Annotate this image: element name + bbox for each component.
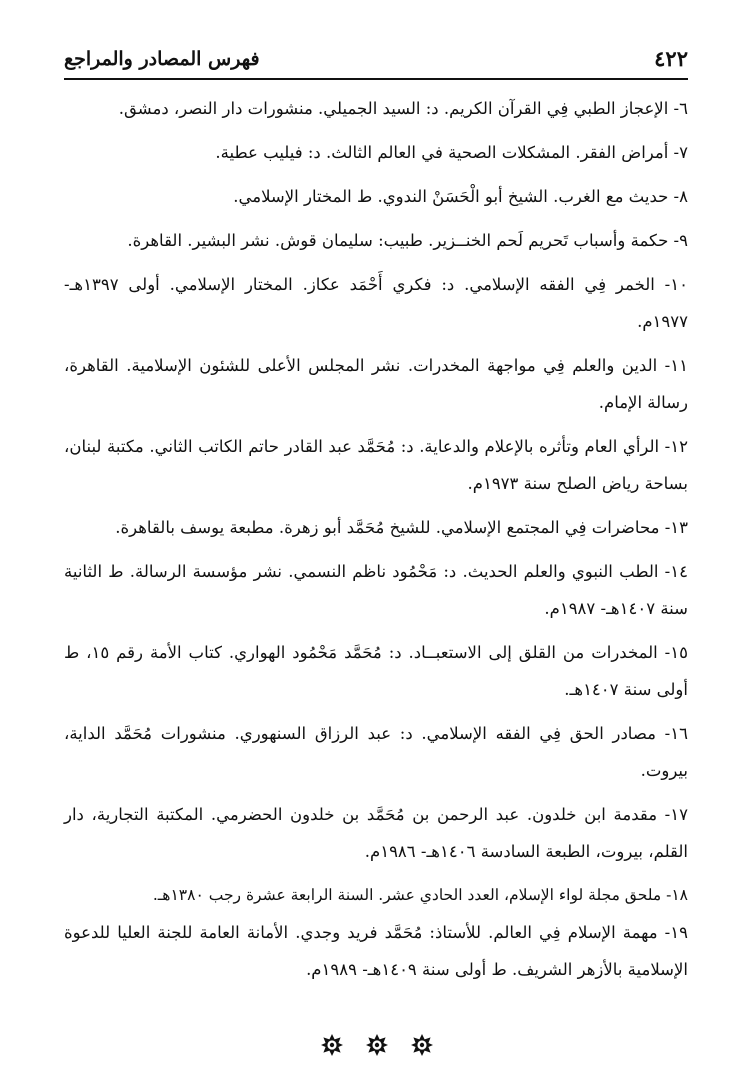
eight-point-star-ornament-icon <box>411 1034 433 1056</box>
reference-entry-11: ١١- الدين والعلم فِي مواجهة المخدرات. نشر المجلس الأعلى للشئون الإسلامية. القاهرة، رسالة الإمام. <box>64 356 688 412</box>
references-list <box>64 90 688 995</box>
reference-entry-12: ١٢- الرأي العام وتأثره بالإعلام والدعاية. د: مُحَمَّد عبد القادر حاتم الكاتب الثاني. مكتبة لبنان، بساحة رياض الصلح سنة ١٩٧٣م. <box>64 437 688 493</box>
reference-entry-6: ٦- الإعجاز الطبي فِي القرآن الكريم. د: السيد الجميلي. منشورات دار النصر، دمشق. <box>118 99 688 118</box>
running-title: فهرس المصادر والمراجع <box>64 48 260 70</box>
reference-entry-13: ١٣- محاضرات فِي المجتمع الإسلامي. للشيخ مُحَمَّد أبو زهرة. مطبعة يوسف بالقاهرة. <box>115 518 688 537</box>
reference-entry-9: ٩- حكمة وأسباب تَحريم لَحم الخنــزير. طبيب: سليمان قوش. نشر البشير. القاهرة. <box>127 231 688 250</box>
reference-entry-14: ١٤- الطب النبوي والعلم الحديث. د: مَحْمُود ناظم النسمي. نشر مؤسسة الرسالة. ط الثانية سنة ١٤٠٧هـ- ١٩٨٧م. <box>64 562 688 618</box>
page-number: ٤٢٢ <box>654 46 688 71</box>
eight-point-star-ornament-icon <box>366 1034 388 1056</box>
reference-entry-19: ١٩- مهمة الإسلام فِي العالم. للأستاذ: مُحَمَّد فريد وجدي. الأمانة العامة للجنة العليا للدعوة الإسلامية بالأزهر الشريف. ط أولى سنة ١٤٠٩هـ- ١٩٨٩م. <box>64 923 688 979</box>
end-ornaments <box>0 1034 754 1056</box>
reference-entry-7: ٧- أمراض الفقر. المشكلات الصحية في العالم الثالث. د: فيليب عطية. <box>215 143 688 162</box>
header-rule <box>64 78 688 80</box>
reference-entry-15: ١٥- المخدرات من القلق إلى الاستعبــاد. د: مُحَمَّد مَحْمُود الهواري. كتاب الأمة رقم ١٥، ط أولى سنة ١٤٠٧هـ. <box>64 643 688 699</box>
reference-entry-17: ١٧- مقدمة ابن خلدون. عبد الرحمن بن مُحَمَّد بن خلدون الحضرمي. المكتبة التجارية، دار القلم، بيروت، الطبعة السادسة ١٤٠٦هـ- ١٩٨٦م. <box>64 805 688 861</box>
reference-entry-16: ١٦- مصادر الحق فِي الفقه الإسلامي. د: عبد الرزاق السنهوري. منشورات مُحَمَّد الداية، بيروت. <box>64 724 688 780</box>
eight-point-star-ornament-icon <box>321 1034 343 1056</box>
reference-entry-18: ١٨- ملحق مجلة لواء الإسلام، العدد الحادي عشر. السنة الرابعة عشرة رجب ١٣٨٠هـ. <box>152 886 688 904</box>
page-header <box>64 44 688 74</box>
reference-entry-8: ٨- حديث مع الغرب. الشيخ أبو الْحَسَنْ الندوي. ط المختار الإسلامي. <box>233 187 688 206</box>
reference-entry-10: ١٠- الخمر فِي الفقه الإسلامي. د: فكري أَحْمَد عكاز. المختار الإسلامي. أولى ١٣٩٧هـ- ١٩٧٧م. <box>64 275 688 331</box>
